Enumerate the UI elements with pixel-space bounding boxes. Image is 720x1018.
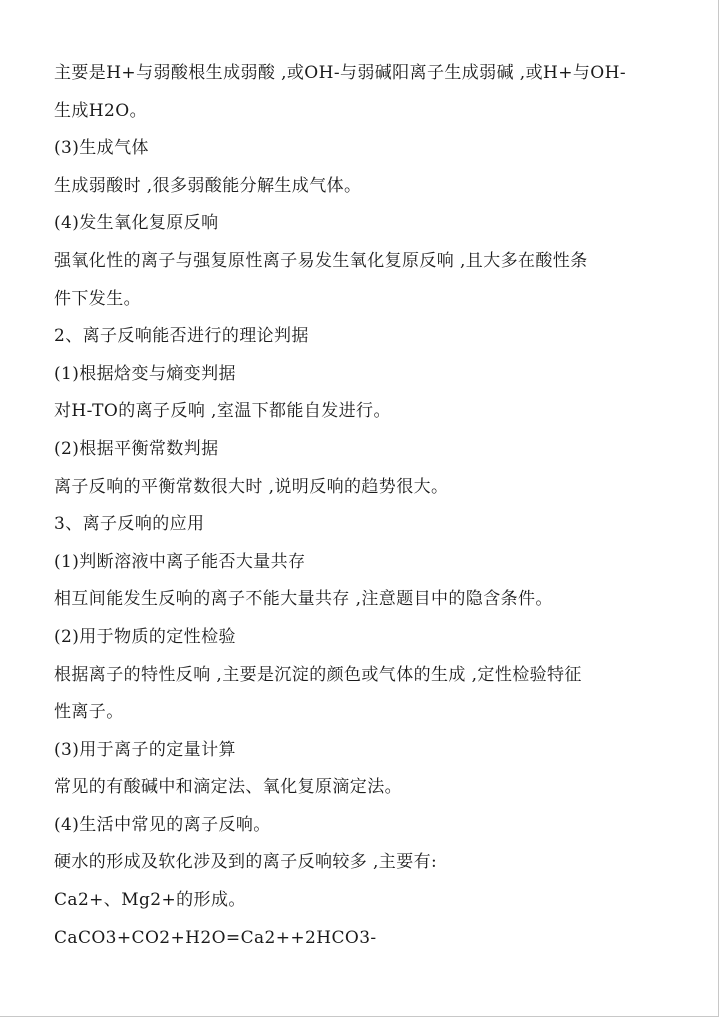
text-line: 强氧化性的离子与强复原性离子易发生氧化复原反响 ,且大多在酸性条: [54, 250, 588, 271]
equation-line: CaCO3+CO2+H2O=Ca2++2HCO3-: [54, 927, 377, 948]
text-line: 主要是H+与弱酸根生成弱酸 ,或OH-与弱碱阳离子生成弱碱 ,或H+与OH-: [54, 63, 626, 83]
section-heading: (4)生活中常见的离子反响。: [54, 814, 271, 835]
text-line: 常见的有酸碱中和滴定法、氧化复原滴定法。: [54, 777, 402, 798]
text-line: 硬水的形成及软化涉及到的离子反响较多 ,主要有:: [54, 852, 438, 873]
section-heading: (4)发生氧化复原反响: [54, 213, 219, 234]
text-line: 性离子。: [54, 702, 124, 723]
document-body: [54, 55, 674, 957]
section-heading: (2)根据平衡常数判据: [54, 438, 219, 459]
text-line: 相互间能发生反响的离子不能大量共存 ,注意题目中的隐含条件。: [54, 589, 553, 610]
text-line: 件下发生。: [54, 288, 141, 309]
text-line: 离子反响的平衡常数很大时 ,说明反响的趋势很大。: [54, 476, 449, 497]
text-line: 生成弱酸时 ,很多弱酸能分解生成气体。: [54, 175, 362, 196]
text-line: Ca2+、Mg2+的形成。: [54, 890, 246, 911]
section-heading: (3)生成气体: [54, 138, 149, 159]
section-heading: (3)用于离子的定量计算: [54, 739, 236, 760]
section-heading: (1)根据焓变与熵变判据: [54, 363, 236, 384]
text-line: 根据离子的特性反响 ,主要是沉淀的颜色或气体的生成 ,定性检验特征: [54, 664, 582, 685]
section-heading: 3、离子反响的应用: [54, 514, 205, 535]
section-heading: (2)用于物质的定性检验: [54, 626, 236, 647]
text-line: 生成H2O。: [54, 100, 147, 121]
section-heading: 2、离子反响能否进行的理论判据: [54, 326, 309, 347]
text-line: 对H-TO的离子反响 ,室温下都能自发进行。: [54, 401, 391, 422]
section-heading: (1)判断溶液中离子能否大量共存: [54, 551, 306, 572]
